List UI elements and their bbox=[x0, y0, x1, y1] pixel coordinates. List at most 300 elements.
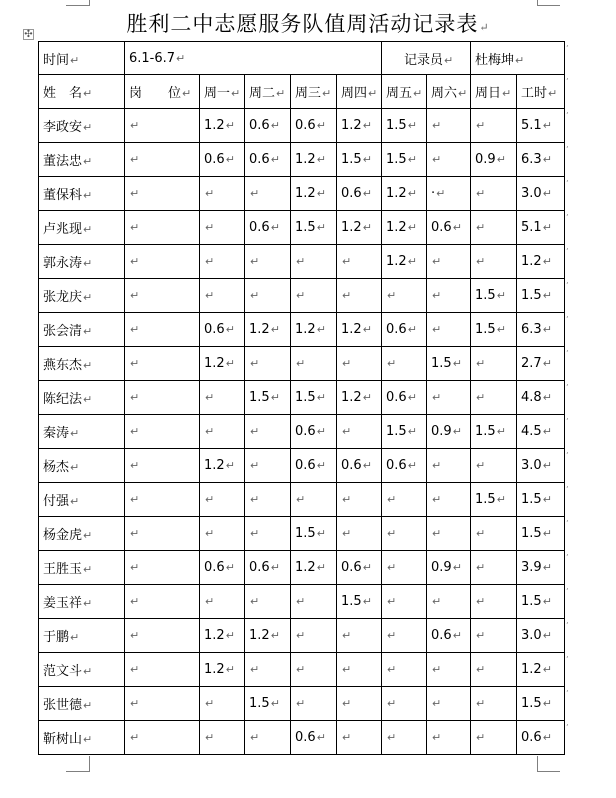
name-cell[interactable]: 靳树山↵ bbox=[39, 721, 125, 755]
name-cell[interactable]: 于鹏↵ bbox=[39, 619, 125, 653]
table-cell[interactable]: ↵ bbox=[200, 585, 245, 619]
recorder-label: 记录员 bbox=[404, 52, 444, 68]
table-cell[interactable]: ↵ bbox=[382, 347, 427, 381]
cell-value: 4.5 bbox=[521, 424, 542, 439]
table-cell[interactable]: ↵ bbox=[382, 585, 427, 619]
table-cell[interactable]: ↵ bbox=[337, 415, 382, 449]
cell-value: 0.6 bbox=[341, 186, 362, 201]
cell-value: 1.2 bbox=[204, 628, 225, 643]
table-cell[interactable]: ↵ bbox=[427, 313, 471, 347]
table-row bbox=[39, 109, 565, 143]
table-cell[interactable]: ↵ bbox=[427, 687, 471, 721]
column-header[interactable]: 周日↵ bbox=[471, 75, 517, 109]
cell-value: 0.6 bbox=[204, 152, 225, 167]
cell-value: 1.2 bbox=[295, 560, 316, 575]
table-cell[interactable]: ↵ bbox=[291, 687, 337, 721]
table-move-handle-icon[interactable]: ✣ bbox=[24, 29, 33, 40]
row-end-mark: ʼ bbox=[566, 587, 569, 596]
table-cell[interactable]: ↵ bbox=[125, 619, 200, 653]
cell-value: 1.5 bbox=[521, 492, 542, 507]
table-cell[interactable]: 1.2↵ bbox=[245, 313, 291, 347]
column-header-label: 周六 bbox=[431, 86, 458, 101]
table-cell[interactable]: 0.6↵ bbox=[427, 619, 471, 653]
table-cell[interactable]: 1.2↵ bbox=[382, 211, 427, 245]
table-cell[interactable]: ↵ bbox=[471, 245, 517, 279]
name-cell[interactable]: 张龙庆↵ bbox=[39, 279, 125, 313]
table-cell[interactable]: ↵ bbox=[125, 653, 200, 687]
table-cell[interactable]: ↵ bbox=[471, 721, 517, 755]
member-name: 杨杰 bbox=[43, 460, 70, 475]
table-cell[interactable]: ↵ bbox=[471, 347, 517, 381]
hours-cell[interactable]: 1.2↵ bbox=[517, 653, 565, 687]
time-value-cell[interactable]: 6.1-6.7↵ bbox=[125, 42, 382, 75]
name-cell[interactable]: 董法忠↵ bbox=[39, 143, 125, 177]
table-cell[interactable]: 1.5↵ bbox=[382, 109, 427, 143]
table-cell[interactable]: ↵ bbox=[427, 449, 471, 483]
crop-mark-top-right-h bbox=[537, 5, 560, 6]
table-cell[interactable]: 0.9↵ bbox=[427, 551, 471, 585]
member-name: 郭永涛 bbox=[43, 256, 83, 271]
cell-value: 0.6 bbox=[249, 220, 270, 235]
table-row bbox=[39, 619, 565, 653]
cell-value: 0.6 bbox=[249, 118, 270, 133]
table-cell[interactable]: ↵ bbox=[125, 721, 200, 755]
cell-value: 0.6 bbox=[204, 560, 225, 575]
table-row bbox=[39, 721, 565, 755]
name-cell[interactable]: 付强↵ bbox=[39, 483, 125, 517]
table-cell[interactable]: ↵ bbox=[471, 585, 517, 619]
member-name: 陈纪法 bbox=[43, 392, 83, 407]
cell-value: 1.2 bbox=[204, 118, 225, 133]
cell-value: 1.2 bbox=[249, 628, 270, 643]
column-header[interactable]: 周二↵ bbox=[245, 75, 291, 109]
column-header-label: 周三 bbox=[295, 86, 322, 101]
table-cell[interactable]: 1.5↵ bbox=[337, 585, 382, 619]
hours-cell[interactable]: 1.5↵ bbox=[517, 279, 565, 313]
table-cell[interactable]: ↵ bbox=[337, 721, 382, 755]
table-cell[interactable]: 0.6↵ bbox=[245, 551, 291, 585]
table-cell[interactable]: 1.2↵ bbox=[200, 619, 245, 653]
table-cell[interactable]: ↵ bbox=[125, 211, 200, 245]
hours-cell[interactable]: 2.7↵ bbox=[517, 347, 565, 381]
table-cell[interactable]: 1.5↵ bbox=[337, 143, 382, 177]
cell-value: 1.5 bbox=[341, 152, 362, 167]
table-cell[interactable]: 0.6↵ bbox=[245, 211, 291, 245]
table-cell[interactable]: 1.5↵ bbox=[471, 483, 517, 517]
table-cell[interactable]: ·↵ bbox=[427, 177, 471, 211]
table-row bbox=[39, 143, 565, 177]
table-cell[interactable]: 0.6↵ bbox=[200, 313, 245, 347]
column-header[interactable]: 周六↵ bbox=[427, 75, 471, 109]
table-cell[interactable]: 1.2↵ bbox=[291, 551, 337, 585]
row-end-mark: ʼ bbox=[566, 621, 569, 630]
table-cell[interactable]: ↵ bbox=[382, 483, 427, 517]
table-cell[interactable]: 0.6↵ bbox=[382, 449, 427, 483]
table-cell[interactable]: ↵ bbox=[125, 449, 200, 483]
cell-value: 0.6 bbox=[386, 458, 407, 473]
table-cell[interactable]: ↵ bbox=[125, 313, 200, 347]
name-cell[interactable]: 郭永涛↵ bbox=[39, 245, 125, 279]
table-cell[interactable]: ↵ bbox=[125, 483, 200, 517]
row-end-mark: ʼ bbox=[566, 77, 569, 86]
cell-value: 1.2 bbox=[386, 220, 407, 235]
table-cell[interactable]: 1.5↵ bbox=[382, 143, 427, 177]
cell-value: 1.5 bbox=[521, 594, 542, 609]
table-cell[interactable]: 0.6↵ bbox=[200, 551, 245, 585]
table-cell[interactable]: ↵ bbox=[427, 653, 471, 687]
table-cell[interactable]: 1.2↵ bbox=[245, 619, 291, 653]
table-cell[interactable]: ↵ bbox=[427, 245, 471, 279]
table-cell[interactable]: ↵ bbox=[382, 517, 427, 551]
hours-cell[interactable]: 4.8↵ bbox=[517, 381, 565, 415]
table-cell[interactable]: ↵ bbox=[471, 517, 517, 551]
hours-cell[interactable]: 3.9↵ bbox=[517, 551, 565, 585]
hours-cell[interactable]: 3.0↵ bbox=[517, 177, 565, 211]
cell-value: 1.2 bbox=[341, 220, 362, 235]
crop-mark-bottom-right-v bbox=[537, 756, 538, 772]
crop-mark-bottom-left-v bbox=[89, 756, 90, 772]
row-end-mark: ʼ bbox=[566, 349, 569, 358]
member-name: 张龙庆 bbox=[43, 290, 83, 305]
table-cell[interactable]: 0.6↵ bbox=[245, 143, 291, 177]
table-cell[interactable]: ↵ bbox=[291, 279, 337, 313]
table-cell[interactable]: 0.9↵ bbox=[471, 143, 517, 177]
table-cell[interactable]: ↵ bbox=[382, 551, 427, 585]
row-end-mark: ʼ bbox=[566, 553, 569, 562]
table-cell[interactable]: 0.6↵ bbox=[291, 721, 337, 755]
cell-value: 0.6 bbox=[295, 458, 316, 473]
row-end-mark: ʼ bbox=[566, 315, 569, 324]
table-cell[interactable]: 0.6↵ bbox=[291, 415, 337, 449]
table-cell[interactable]: ↵ bbox=[125, 279, 200, 313]
table-cell[interactable]: ↵ bbox=[200, 687, 245, 721]
table-cell[interactable]: 1.2↵ bbox=[200, 347, 245, 381]
table-cell[interactable]: ↵ bbox=[125, 109, 200, 143]
table-cell[interactable]: ↵ bbox=[125, 347, 200, 381]
table-cell[interactable]: 1.5↵ bbox=[291, 381, 337, 415]
table-cell[interactable]: 1.2↵ bbox=[291, 177, 337, 211]
cell-value: 6.3 bbox=[521, 152, 542, 167]
table-cell[interactable]: 1.2↵ bbox=[291, 313, 337, 347]
hours-cell[interactable]: 6.3↵ bbox=[517, 143, 565, 177]
table-cell[interactable]: ↵ bbox=[245, 245, 291, 279]
member-name: 董保科 bbox=[43, 188, 83, 203]
table-cell[interactable]: ↵ bbox=[427, 109, 471, 143]
table-cell[interactable]: ↵ bbox=[427, 279, 471, 313]
table-row bbox=[39, 245, 565, 279]
cell-value: 0.6 bbox=[521, 730, 542, 745]
name-cell[interactable]: 燕东杰↵ bbox=[39, 347, 125, 381]
hours-cell[interactable]: 4.5↵ bbox=[517, 415, 565, 449]
hours-cell[interactable]: 3.0↵ bbox=[517, 619, 565, 653]
cell-value: · bbox=[431, 186, 436, 201]
table-cell[interactable]: ↵ bbox=[382, 279, 427, 313]
table-cell[interactable]: 1.5↵ bbox=[427, 347, 471, 381]
cell-value: 1.2 bbox=[295, 152, 316, 167]
cell-value: 0.9 bbox=[431, 560, 452, 575]
table-cell[interactable]: 0.6↵ bbox=[382, 313, 427, 347]
table-cell[interactable]: ↵ bbox=[245, 177, 291, 211]
table-cell[interactable]: 1.2↵ bbox=[200, 449, 245, 483]
table-cell[interactable]: 0.6↵ bbox=[382, 381, 427, 415]
table-cell[interactable]: 1.2↵ bbox=[337, 211, 382, 245]
row-end-mark: ʼ bbox=[566, 111, 569, 120]
table-cell[interactable]: ↵ bbox=[337, 279, 382, 313]
column-header-label: 周五 bbox=[386, 86, 413, 101]
table-cell[interactable]: ↵ bbox=[125, 687, 200, 721]
time-value: 6.1-6.7 bbox=[129, 50, 176, 66]
hours-cell[interactable]: 1.5↵ bbox=[517, 687, 565, 721]
table-cell[interactable]: ↵ bbox=[427, 721, 471, 755]
table-cell[interactable]: ↵ bbox=[427, 517, 471, 551]
table-cell[interactable]: ↵ bbox=[471, 653, 517, 687]
table-cell[interactable]: ↵ bbox=[337, 483, 382, 517]
table-cell[interactable]: 1.2↵ bbox=[291, 143, 337, 177]
cell-value: 1.5 bbox=[386, 152, 407, 167]
name-cell[interactable]: 陈纪法↵ bbox=[39, 381, 125, 415]
hours-cell[interactable]: 3.0↵ bbox=[517, 449, 565, 483]
crop-mark-bottom-left-h bbox=[66, 771, 89, 772]
table-cell[interactable]: ↵ bbox=[200, 279, 245, 313]
table-cell[interactable]: 1.2↵ bbox=[337, 381, 382, 415]
table-cell[interactable]: ↵ bbox=[245, 449, 291, 483]
paragraph-mark: ↵ bbox=[479, 21, 490, 34]
table-cell[interactable]: ↵ bbox=[471, 381, 517, 415]
cell-value: 0.9 bbox=[431, 424, 452, 439]
table-row bbox=[39, 211, 565, 245]
cell-value: 1.2 bbox=[341, 322, 362, 337]
table-cell[interactable]: 1.5↵ bbox=[291, 211, 337, 245]
hours-cell[interactable]: 5.1↵ bbox=[517, 211, 565, 245]
cell-value: 1.2 bbox=[521, 254, 542, 269]
table-cell[interactable]: ↵ bbox=[245, 347, 291, 381]
table-cell[interactable]: ↵ bbox=[200, 177, 245, 211]
table-cell[interactable]: ↵ bbox=[382, 619, 427, 653]
document-title-text: 胜利二中志愿服务队值周活动记录表 bbox=[126, 12, 479, 36]
table-cell[interactable]: ↵ bbox=[245, 415, 291, 449]
table-cell[interactable]: ↵ bbox=[200, 211, 245, 245]
table-cell[interactable]: ↵ bbox=[245, 721, 291, 755]
name-cell[interactable]: 张世德↵ bbox=[39, 687, 125, 721]
time-label: 时间 bbox=[43, 52, 70, 68]
table-cell[interactable]: 0.6↵ bbox=[337, 551, 382, 585]
cell-value: 3.0 bbox=[521, 458, 542, 473]
table-cell[interactable]: ↵ bbox=[200, 517, 245, 551]
table-cell[interactable]: ↵ bbox=[125, 143, 200, 177]
table-cell[interactable]: 1.2↵ bbox=[337, 313, 382, 347]
hours-cell[interactable]: 1.2↵ bbox=[517, 245, 565, 279]
table-cell[interactable]: ↵ bbox=[125, 381, 200, 415]
table-cell[interactable]: ↵ bbox=[427, 483, 471, 517]
cell-value: 1.2 bbox=[295, 186, 316, 201]
table-cell[interactable]: 1.2↵ bbox=[337, 109, 382, 143]
name-cell[interactable]: 姜玉祥↵ bbox=[39, 585, 125, 619]
table-cell[interactable]: ↵ bbox=[291, 619, 337, 653]
member-name: 于鹏 bbox=[43, 630, 70, 645]
cell-value: 1.5 bbox=[295, 220, 316, 235]
table-cell[interactable]: 1.5↵ bbox=[245, 381, 291, 415]
table-cell[interactable]: ↵ bbox=[291, 245, 337, 279]
name-cell[interactable]: 杨杰↵ bbox=[39, 449, 125, 483]
name-cell[interactable]: 王胜玉↵ bbox=[39, 551, 125, 585]
table-cell[interactable]: ↵ bbox=[200, 245, 245, 279]
table-cell[interactable]: ↵ bbox=[471, 109, 517, 143]
column-header[interactable]: 姓 名↵ bbox=[39, 75, 125, 109]
table-cell[interactable]: 1.5↵ bbox=[471, 313, 517, 347]
name-cell[interactable]: 张会清↵ bbox=[39, 313, 125, 347]
table-row bbox=[39, 347, 565, 381]
row-end-mark: ʼ bbox=[566, 519, 569, 528]
member-name: 张世德 bbox=[43, 698, 83, 713]
table-cell[interactable]: 1.5↵ bbox=[471, 279, 517, 313]
cell-value: 1.5 bbox=[475, 288, 496, 303]
table-row bbox=[39, 517, 565, 551]
table-cell[interactable]: ↵ bbox=[382, 687, 427, 721]
hours-cell[interactable]: 1.5↵ bbox=[517, 483, 565, 517]
recorder-label-cell[interactable]: 记录员↵ bbox=[382, 42, 471, 75]
cell-value: 1.2 bbox=[341, 118, 362, 133]
cell-value: 1.5 bbox=[295, 526, 316, 541]
table-cell[interactable]: ↵ bbox=[245, 585, 291, 619]
column-header-label: 周日 bbox=[475, 86, 502, 101]
cell-value: 0.6 bbox=[341, 560, 362, 575]
cell-value: 0.6 bbox=[431, 628, 452, 643]
table-cell[interactable]: ↵ bbox=[125, 177, 200, 211]
cell-value: 1.5 bbox=[386, 118, 407, 133]
table-cell[interactable]: 1.5↵ bbox=[291, 517, 337, 551]
name-cell[interactable]: 范文斗↵ bbox=[39, 653, 125, 687]
table-cell[interactable]: ↵ bbox=[245, 653, 291, 687]
table-cell[interactable]: 1.2↵ bbox=[382, 245, 427, 279]
table-cell[interactable]: ↵ bbox=[471, 551, 517, 585]
table-cell[interactable]: ↵ bbox=[125, 517, 200, 551]
column-header[interactable]: 周五↵ bbox=[382, 75, 427, 109]
table-cell[interactable]: ↵ bbox=[337, 245, 382, 279]
table-cell[interactable]: ↵ bbox=[337, 687, 382, 721]
column-header[interactable]: 周四↵ bbox=[337, 75, 382, 109]
name-cell[interactable]: 卢兆现↵ bbox=[39, 211, 125, 245]
table-cell[interactable]: ↵ bbox=[382, 653, 427, 687]
table-cell[interactable]: 1.5↵ bbox=[245, 687, 291, 721]
table-cell[interactable]: ↵ bbox=[337, 347, 382, 381]
column-header[interactable]: 岗 位↵ bbox=[125, 75, 200, 109]
table-cell[interactable]: ↵ bbox=[382, 721, 427, 755]
cell-value: 1.2 bbox=[521, 662, 542, 677]
row-end-mark: ʼ bbox=[566, 247, 569, 256]
table-cell[interactable]: ↵ bbox=[427, 585, 471, 619]
recorder-value-cell[interactable]: 杜梅坤↵ bbox=[471, 42, 565, 75]
table-cell[interactable]: 0.6↵ bbox=[337, 449, 382, 483]
table-cell[interactable]: ↵ bbox=[245, 517, 291, 551]
cell-value: 6.3 bbox=[521, 322, 542, 337]
table-cell[interactable]: ↵ bbox=[471, 449, 517, 483]
cell-value: 1.5 bbox=[249, 390, 270, 405]
volunteer-record-table bbox=[38, 41, 565, 755]
table-cell[interactable]: ↵ bbox=[125, 551, 200, 585]
table-cell[interactable]: 0.6↵ bbox=[427, 211, 471, 245]
table-cell[interactable]: ↵ bbox=[200, 415, 245, 449]
table-cell[interactable]: ↵ bbox=[291, 347, 337, 381]
column-header[interactable]: 周三↵ bbox=[291, 75, 337, 109]
table-cell[interactable]: ↵ bbox=[427, 381, 471, 415]
cell-value: 1.2 bbox=[204, 458, 225, 473]
table-cell[interactable]: ↵ bbox=[471, 211, 517, 245]
name-cell[interactable]: 李政安↵ bbox=[39, 109, 125, 143]
cell-value: 1.5 bbox=[521, 696, 542, 711]
table-cell[interactable]: ↵ bbox=[291, 653, 337, 687]
table-row bbox=[39, 279, 565, 313]
column-header[interactable]: 工时↵ bbox=[517, 75, 565, 109]
member-name: 杨金虎 bbox=[43, 528, 83, 543]
table-cell[interactable]: ↵ bbox=[291, 585, 337, 619]
hours-cell[interactable]: 6.3↵ bbox=[517, 313, 565, 347]
table-cell[interactable]: ↵ bbox=[471, 619, 517, 653]
member-name: 范文斗 bbox=[43, 664, 83, 679]
table-cell[interactable]: ↵ bbox=[125, 415, 200, 449]
table-cell[interactable]: 1.2↵ bbox=[200, 109, 245, 143]
cell-value: 5.1 bbox=[521, 220, 542, 235]
cell-value: 1.5 bbox=[431, 356, 452, 371]
cell-value: 1.5 bbox=[521, 288, 542, 303]
cell-value: 0.6 bbox=[249, 152, 270, 167]
table-cell[interactable]: 0.6↵ bbox=[291, 449, 337, 483]
table-cell[interactable]: 0.6↵ bbox=[291, 109, 337, 143]
table-cell[interactable]: ↵ bbox=[337, 517, 382, 551]
document-title bbox=[40, 8, 576, 38]
table-cell[interactable]: 1.2↵ bbox=[382, 177, 427, 211]
hours-cell[interactable]: 1.5↵ bbox=[517, 517, 565, 551]
table-cell[interactable]: ↵ bbox=[471, 177, 517, 211]
column-header-label: 周四 bbox=[341, 86, 368, 101]
table-cell[interactable]: 0.9↵ bbox=[427, 415, 471, 449]
member-name: 李政安 bbox=[43, 120, 83, 135]
table-cell[interactable]: 0.6↵ bbox=[245, 109, 291, 143]
table-cell[interactable]: ↵ bbox=[245, 279, 291, 313]
cell-value: 3.0 bbox=[521, 186, 542, 201]
table-cell[interactable]: ↵ bbox=[125, 585, 200, 619]
table-cell[interactable]: 0.6↵ bbox=[200, 143, 245, 177]
table-cell[interactable]: ↵ bbox=[471, 687, 517, 721]
cell-value: 1.5 bbox=[521, 526, 542, 541]
row-end-mark: ʼ bbox=[566, 689, 569, 698]
table-cell[interactable]: 1.2↵ bbox=[200, 653, 245, 687]
table-cell[interactable]: ↵ bbox=[200, 721, 245, 755]
hours-cell[interactable]: 0.6↵ bbox=[517, 721, 565, 755]
hours-cell[interactable]: 1.5↵ bbox=[517, 585, 565, 619]
row-end-mark: ʼ bbox=[566, 383, 569, 392]
name-cell[interactable]: 杨金虎↵ bbox=[39, 517, 125, 551]
table-cell[interactable]: 0.6↵ bbox=[337, 177, 382, 211]
table-cell[interactable]: ↵ bbox=[200, 483, 245, 517]
table-cell[interactable]: ↵ bbox=[291, 483, 337, 517]
hours-cell[interactable]: 5.1↵ bbox=[517, 109, 565, 143]
column-header[interactable]: 周一↵ bbox=[200, 75, 245, 109]
name-cell[interactable]: 董保科↵ bbox=[39, 177, 125, 211]
table-cell[interactable]: ↵ bbox=[337, 619, 382, 653]
time-label-cell[interactable]: 时间↵ bbox=[39, 42, 125, 75]
cell-value: 0.9 bbox=[475, 152, 496, 167]
row-end-mark: ʼ bbox=[566, 655, 569, 664]
member-name: 姜玉祥 bbox=[43, 596, 83, 611]
table-cell[interactable]: ↵ bbox=[337, 653, 382, 687]
table-cell[interactable]: ↵ bbox=[125, 245, 200, 279]
table-cell[interactable]: ↵ bbox=[200, 381, 245, 415]
table-cell[interactable]: ↵ bbox=[427, 143, 471, 177]
table-cell[interactable]: 1.5↵ bbox=[471, 415, 517, 449]
table-cell[interactable]: 1.5↵ bbox=[382, 415, 427, 449]
name-cell[interactable]: 秦涛↵ bbox=[39, 415, 125, 449]
table-cell[interactable]: ↵ bbox=[245, 483, 291, 517]
